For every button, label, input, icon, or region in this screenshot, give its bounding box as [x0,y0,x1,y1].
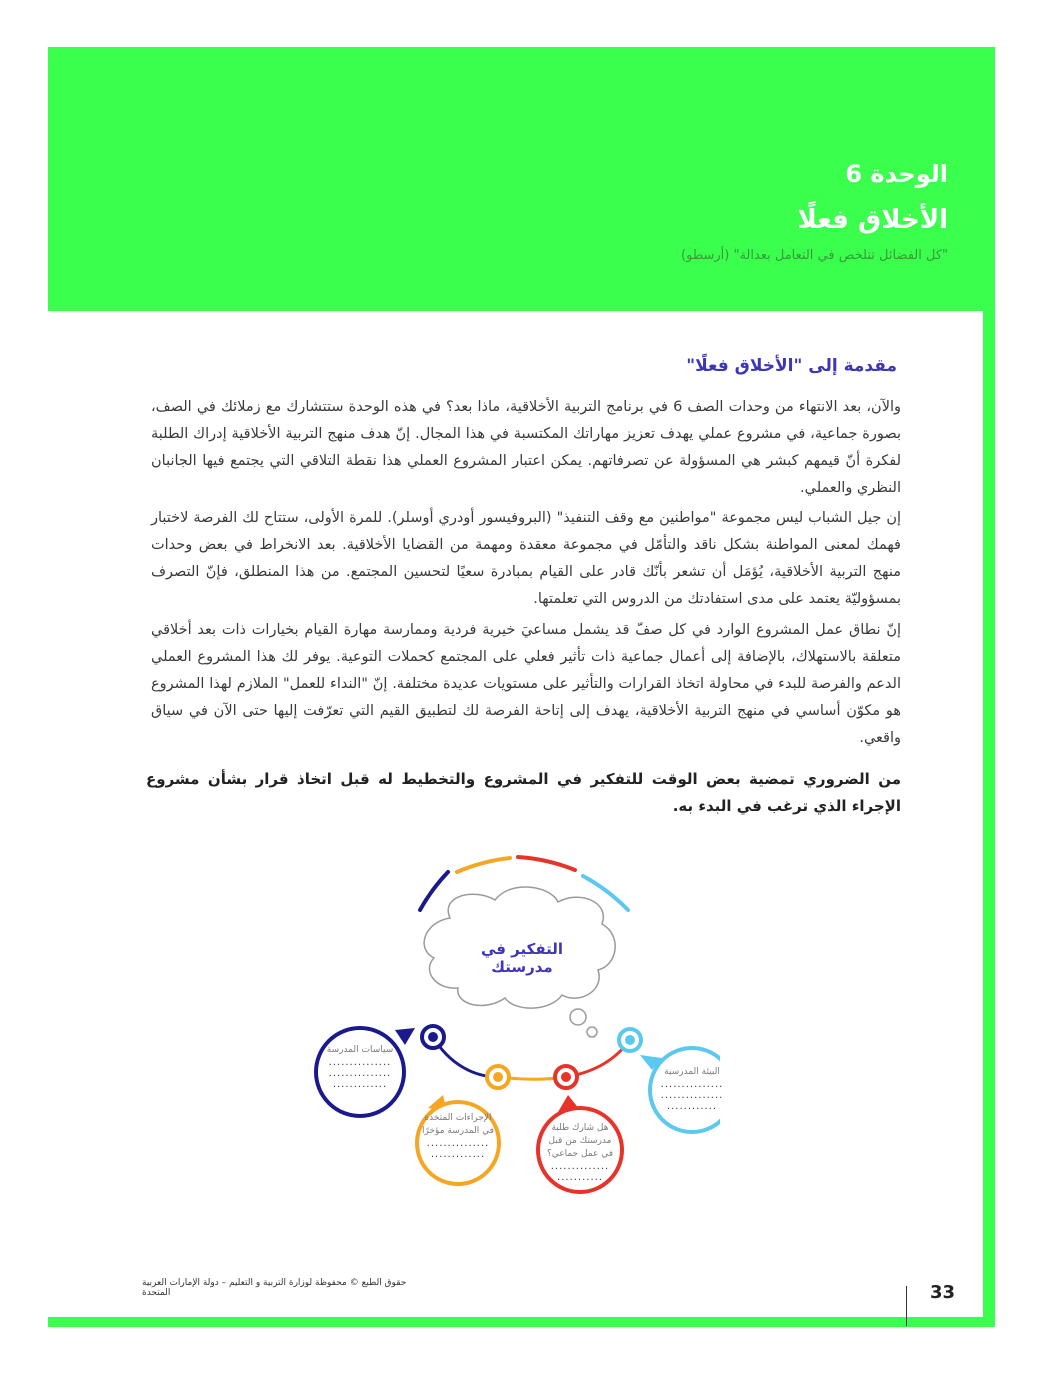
school-thinking-diagram [300,840,724,1210]
bubble-label: الإجراءات المتخذة في المدرسة مؤخرًا [422,1113,494,1136]
unit-number: الوحدة 6 [845,160,948,188]
bubble-group-work [542,1122,618,1183]
copyright-notice: حقوق الطبع © محفوظة لوزارة التربية و التعليم – دولة الإمارات العربية المتحدة [142,1278,407,1298]
node-cyan-inner [625,1035,635,1045]
thought-bubble-small-1 [570,1009,586,1025]
diagram-center-label: التفكير في مدرستك [480,940,564,976]
bubble-school-policies [322,1044,398,1090]
page-number: 33 [930,1282,956,1303]
intro-paragraph-2: إن جيل الشباب ليس مجموعة "مواطنين مع وقف التنفيذ" (البروفيسور أودري أوسلر). للمرة الأولى، ستتاح لك الفرصة لاختبار فهمك لمعنى المواطنة بشكل ناقد والتأمّل في مجموعة معقدة ومهمة من القضايا الأخلاقية. بعد الانخراط في بعض وحدات منهج التربية الأخلاقية، يُؤمَل أن تشعر بأنّك قادر على القيام بمبادرة سعيًا لتحسين المجتمع. من هذا المنطلق، فإنّ التصرف بمسؤوليّة يعتمد على مدى استفادتك من الدروس التي تعلمتها. [151,510,901,607]
bubble-dots: ............... [328,1068,392,1079]
footer-divider [906,1286,907,1326]
node-red-inner [561,1072,571,1082]
unit-title: الأخلاق فعلًا [797,205,948,235]
bubble-dots: ............. [430,1149,486,1160]
bubble-dots: ............... [328,1057,392,1068]
bubble-recent-actions [420,1112,496,1160]
bubble-label: سياسات المدرسة [326,1045,394,1055]
thought-bubble-small-2 [587,1027,597,1037]
bubble-label: البيئة المدرسية [664,1067,720,1077]
bubble-dots: ............. [332,1079,388,1090]
diagram-graphics [300,840,720,1210]
intro-paragraph-1: والآن، بعد الانتهاء من وحدات الصف 6 في برنامج التربية الأخلاقية، ماذا بعد؟ في هذه الوحدة ستتشارك مع زملائك في الصف، بصورة جماعية، في مشروع عملي يهدف تعزيز مهاراتك المكتسبة في هذا المجال. إنّ هدف منهج التربية الأخلاقية إدراك الطلبة لفكرة أنّ قيمهم كبشر هي المسؤولة عن تصرفاتهم. يمكن اعتبار المشروع العملي هذا نقطة التلاقي التي يجتمع فيها الجانبان النظري والعملي. [151,399,901,496]
bubble-pointer-navy [395,1028,415,1045]
bubble-dots: ............ [666,1101,718,1112]
intro-paragraph-3: إنّ نطاق عمل المشروع الوارد في كل صفّ قد يشمل مساعيَ خيرية فردية وممارسة مهارة القيام بخيارات ذات بعد أخلاقي متعلقة بالاستهلاك، بالإضافة إلى أعمال جماعية ذات تأثير فعلي على المجتمع كحملات التوعية. يوفر لك هذا المشروع العملي الدعم والفرصة للبدء في محاولة اتخاذ القرارات والتأثير على مستويات عديدة مختلفة. إنّ "النداء للعمل" الملازم لهذا المشروع هو مكوّن أساسي في منهج التربية الأخلاقية، يهدف إلى إتاحة الفرصة لك لتطبيق القيم التي تعرّفت إليها حتى الآن في سياق واقعي. [151,622,901,746]
bubble-dots: ........... [557,1172,603,1183]
bubble-school-environment [654,1066,730,1112]
bubble-dots: ............... [660,1079,724,1090]
bubble-dots: .............. [550,1161,610,1172]
bubble-dots: ............... [660,1090,724,1101]
unit-quote: "كل الفضائل تتلخص في التعامل بعدالة" (أرسطو) [681,248,948,263]
arc-orange [457,858,510,872]
bubble-dots: ............... [426,1138,490,1149]
arc-red [518,857,575,870]
section-heading: مقدمة إلى "الأخلاق فعلًا" [686,356,897,376]
bubble-label: هل شارك طلبة مدرستك من قبل في عمل جماعي؟ [546,1123,614,1159]
node-navy-inner [428,1032,438,1042]
bold-statement: من الضروري تمضية بعض الوقت للتفكير في المشروع والتخطيط له قبل اتخاذ قرار بشأن مشروع الإجراء الذي ترغب في البدء به. [146,770,901,815]
arc-navy [420,872,448,910]
node-orange-inner [493,1072,503,1082]
